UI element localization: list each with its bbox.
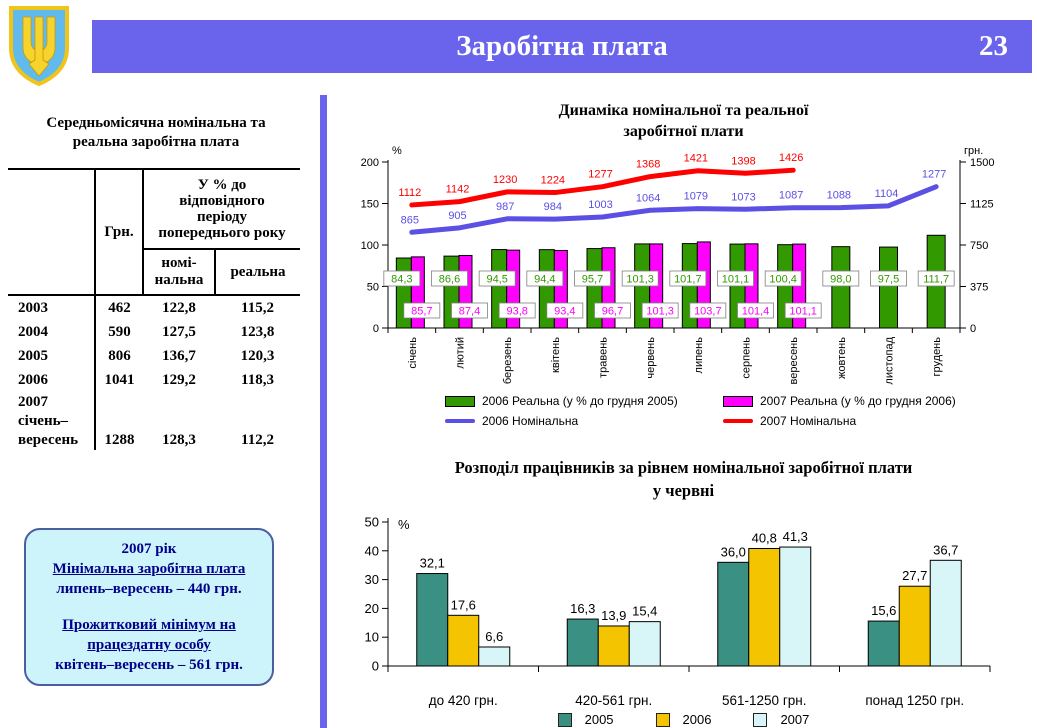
coat-of-arms-ukraine-icon xyxy=(4,2,74,92)
y-tick-label: 40 xyxy=(364,543,379,559)
chart2-title-line1: Розподіл працівників за рівнем номінальної заробітної плати xyxy=(454,458,913,477)
legend-item xyxy=(723,394,956,408)
month-label: листопад xyxy=(883,337,896,385)
right-axis-unit: грн. xyxy=(964,145,984,157)
legend-label: 2006 Реальна (у % до грудня 2005) xyxy=(482,394,678,408)
legend-swatch-2006 xyxy=(656,713,670,727)
year-label: 2007 січень–вересень xyxy=(8,392,95,450)
year-label: 2004 xyxy=(8,320,95,344)
bar-2007 xyxy=(479,647,510,666)
legend-label: 2007 Номінальна xyxy=(760,414,857,428)
month-label: жовтень xyxy=(835,337,848,379)
bar-value-label: 101,3 xyxy=(646,305,674,318)
nominal-value: 127,5 xyxy=(162,323,196,340)
bar-value-label: 41,3 xyxy=(782,529,808,545)
bar-value-label: 15,6 xyxy=(871,603,897,619)
bar-value-label: 15,4 xyxy=(632,603,658,619)
line-value-label: 987 xyxy=(495,200,515,213)
category-label: до 420 грн. xyxy=(428,693,498,708)
bar-value-label: 85,7 xyxy=(411,305,433,318)
legend-item xyxy=(753,712,809,727)
bar-value-label: 13,9 xyxy=(601,607,627,623)
nominal-value: 136,7 xyxy=(162,347,196,364)
month-label: квітень xyxy=(549,337,562,373)
bar-value-label: 111,7 xyxy=(923,273,950,286)
y-tick-label: 20 xyxy=(364,600,379,616)
min-wage-value: липень–вересень – 440 грн. xyxy=(56,581,242,597)
bar-2006 xyxy=(448,615,479,666)
legend-swatch-2007 xyxy=(753,713,767,727)
bar-value-label: 36,0 xyxy=(720,544,746,560)
col-header-real: реальна xyxy=(215,249,300,295)
left-axis-unit: % xyxy=(392,145,402,157)
month-label: липень xyxy=(692,337,705,374)
table-row xyxy=(8,392,300,450)
line-value-label: 1064 xyxy=(635,192,661,205)
bar-value-label: 93,8 xyxy=(506,305,528,318)
grn-value: 1288 xyxy=(104,432,135,448)
bar-value-label: 17,6 xyxy=(450,597,476,613)
line-value-label: 1421 xyxy=(683,152,709,165)
category-label: 420-561 грн. xyxy=(575,693,653,708)
table-corner-cell xyxy=(8,169,95,295)
line-value-label: 1079 xyxy=(683,190,709,203)
line-value-label: 1398 xyxy=(731,155,756,168)
nominal-value: 122,8 xyxy=(162,299,196,316)
bar-value-label: 98,0 xyxy=(830,273,852,286)
col-header-pct-group: У % до відповідного періоду попереднього року xyxy=(143,169,300,249)
bar-value-label: 84,3 xyxy=(391,273,413,286)
bar-2007 xyxy=(629,622,660,666)
left-tick-label: 0 xyxy=(372,323,379,335)
bar-value-label: 95,7 xyxy=(581,273,604,286)
legend-item xyxy=(656,712,712,727)
table-header-row1 xyxy=(8,169,300,249)
left-tick-label: 100 xyxy=(360,240,379,252)
nominal-value: 129,2 xyxy=(162,371,196,388)
legend-item xyxy=(723,414,956,428)
line-value-label: 1112 xyxy=(398,186,422,199)
real-value: 115,2 xyxy=(241,299,274,316)
month-label: січень xyxy=(406,337,419,369)
year-label: 2005 xyxy=(8,344,95,368)
left-panel xyxy=(0,98,320,728)
line-value-label: 1224 xyxy=(540,174,566,187)
chart1-legend xyxy=(445,394,956,428)
legend-label: 2007 Реальна (у % до грудня 2006) xyxy=(760,394,956,408)
table-title-line1: Середньомісячна номінальна та xyxy=(46,115,266,131)
bar-value-label: 101,1 xyxy=(721,273,750,286)
bar-value-label: 103,7 xyxy=(694,305,722,318)
bar-value-label: 86,6 xyxy=(438,273,461,286)
legend-label: 2007 xyxy=(780,712,810,727)
month-label: серпень xyxy=(740,337,753,379)
legend-item xyxy=(558,712,614,727)
col-header-nominal: номі-нальна xyxy=(143,249,215,295)
right-tick-label: 750 xyxy=(970,240,989,252)
bar-2005 xyxy=(718,562,749,666)
vertical-divider xyxy=(320,95,327,728)
legend-swatch-2007-real xyxy=(723,396,753,407)
bar-value-label: 101,4 xyxy=(741,305,770,318)
y-tick-label: 50 xyxy=(364,514,379,530)
subsistence-value: квітень–вересень – 561 грн. xyxy=(55,657,243,673)
month-label: грудень xyxy=(931,337,944,377)
year-label: 2006 xyxy=(8,368,95,392)
line-value-label: 1104 xyxy=(874,187,899,200)
line-value-label: 905 xyxy=(448,209,467,222)
wage-table xyxy=(8,168,300,450)
chart2-legend xyxy=(330,712,1037,727)
line-value-label: 1073 xyxy=(731,191,756,204)
nominal-value: 128,3 xyxy=(162,432,196,448)
grn-value: 1041 xyxy=(104,371,135,388)
bar-value-label: 96,7 xyxy=(601,305,624,318)
legend-item xyxy=(445,394,723,408)
table-row xyxy=(8,344,300,368)
bar-value-label: 94,4 xyxy=(534,273,556,286)
legend-label: 2006 Номінальна xyxy=(482,414,579,428)
month-label: березень xyxy=(502,337,515,385)
bar-value-label: 101,1 xyxy=(789,305,817,318)
bar-value-label: 93,4 xyxy=(554,305,576,318)
right-tick-label: 375 xyxy=(970,281,989,294)
info-box xyxy=(24,528,274,686)
y-tick-label: 10 xyxy=(364,629,379,645)
chart2-title-line2: у червні xyxy=(652,481,715,500)
subsistence-title: Прожитковий мінімум на працездатну особу xyxy=(62,617,236,653)
line-value-label: 1088 xyxy=(826,189,852,202)
page-title: Заробітна плата xyxy=(456,30,668,62)
line-value-label: 984 xyxy=(543,201,563,214)
bar-value-label: 16,3 xyxy=(570,601,596,617)
combo-chart-wage-dynamics xyxy=(330,142,1037,402)
line-value-label: 1277 xyxy=(921,168,947,181)
right-tick-label: 1125 xyxy=(970,198,994,211)
table-row xyxy=(8,368,300,392)
right-panel xyxy=(330,98,1037,728)
col-header-grn: Грн. xyxy=(95,169,143,295)
line-value-label: 1087 xyxy=(778,189,804,202)
bar-2006 xyxy=(899,586,930,666)
line-value-label: 865 xyxy=(400,214,420,227)
legend-line-2007-nominal xyxy=(723,419,753,423)
legend-label: 2005 xyxy=(584,712,614,727)
bar-2006 xyxy=(749,548,780,666)
page-number: 23 xyxy=(979,30,1008,62)
real-value: 123,8 xyxy=(240,323,275,340)
grn-value: 590 xyxy=(108,323,131,340)
min-wage-title: Мінімальна заробітна плата xyxy=(52,561,246,577)
category-label: 561-1250 грн. xyxy=(722,693,807,708)
y-tick-label: 0 xyxy=(371,658,379,674)
bar-2006-real xyxy=(832,247,850,328)
header-bar xyxy=(92,20,1032,73)
bar-value-label: 27,7 xyxy=(902,568,928,584)
bar-value-label: 36,7 xyxy=(933,542,959,558)
bar-value-label: 101,3 xyxy=(626,273,654,286)
real-value: 120,3 xyxy=(240,347,275,364)
category-label: понад 1250 грн. xyxy=(865,693,965,708)
bar-2005 xyxy=(417,574,448,666)
bar-2007 xyxy=(930,560,961,666)
grn-value: 462 xyxy=(108,299,131,316)
bar-2005 xyxy=(567,619,598,666)
bar-value-label: 100,4 xyxy=(769,273,797,286)
real-value: 112,2 xyxy=(241,432,274,448)
y-tick-label: 30 xyxy=(364,572,379,588)
month-label: червень xyxy=(645,337,658,379)
left-tick-label: 200 xyxy=(360,157,379,169)
line-value-label: 1003 xyxy=(588,199,613,212)
chart1-title xyxy=(330,100,1037,142)
bar-2007 xyxy=(780,547,811,666)
legend-line-2006-nominal xyxy=(445,419,475,423)
bar-value-label: 101,7 xyxy=(674,273,702,286)
left-tick-label: 50 xyxy=(366,281,379,294)
bar-value-label: 32,1 xyxy=(419,555,445,571)
bar-value-label: 94,5 xyxy=(486,273,508,286)
chart1-title-line1: Динаміка номінальної та реальної xyxy=(558,102,809,119)
line-value-label: 1426 xyxy=(778,152,804,165)
month-label: вересень xyxy=(788,336,801,385)
chart2-title xyxy=(330,456,1037,502)
line-value-label: 1142 xyxy=(445,183,470,196)
bar-2006 xyxy=(598,626,629,666)
legend-swatch-2006-real xyxy=(445,396,475,407)
table-title xyxy=(6,114,306,152)
legend-label: 2006 xyxy=(682,712,712,727)
bar-value-label: 97,5 xyxy=(877,273,900,286)
month-label: травень xyxy=(597,337,610,378)
month-label: лютий xyxy=(454,337,467,369)
year-label: 2003 xyxy=(8,295,95,320)
right-tick-label: 1500 xyxy=(970,157,995,169)
table-row xyxy=(8,320,300,344)
legend-swatch-2005 xyxy=(558,713,572,727)
y-axis-unit: % xyxy=(398,517,410,532)
table-row xyxy=(8,295,300,320)
legend-item xyxy=(445,414,723,428)
real-value: 118,3 xyxy=(241,371,274,388)
bar-2006-real xyxy=(877,247,900,328)
grn-value: 806 xyxy=(108,347,131,364)
chart1-title-line2: заробітної плати xyxy=(623,123,744,140)
line-value-label: 1230 xyxy=(492,173,518,186)
bar-2005 xyxy=(868,621,899,666)
bar-value-label: 40,8 xyxy=(751,530,777,546)
table-title-line2: реальна заробітна плата xyxy=(72,134,240,150)
right-tick-label: 0 xyxy=(970,323,977,335)
left-tick-label: 150 xyxy=(360,198,379,211)
bar-chart-wage-distribution xyxy=(330,510,1037,710)
line-value-label: 1368 xyxy=(635,158,661,171)
bar-value-label: 6,6 xyxy=(485,628,504,644)
bar-value-label: 87,4 xyxy=(458,305,481,318)
line-value-label: 1277 xyxy=(588,168,613,181)
info-year: 2007 рік xyxy=(121,541,177,557)
